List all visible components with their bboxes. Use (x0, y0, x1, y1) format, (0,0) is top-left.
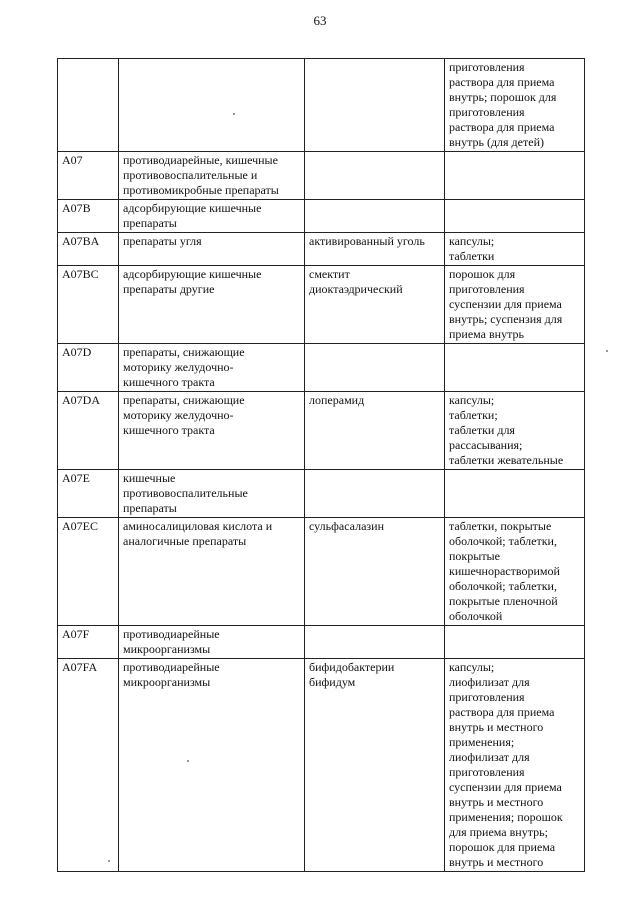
scan-speck (108, 860, 110, 862)
atc-code-cell: A07F (58, 626, 119, 659)
drug-name-cell: бифидобактерии бифидум (305, 659, 445, 872)
group-name-cell: противодиарейные, кишечные противовоспалительные и противомикробные препараты (119, 152, 305, 200)
atc-code-cell: A07B (58, 200, 119, 233)
table-row (58, 59, 585, 152)
group-name-cell: противодиарейные микроорганизмы (119, 626, 305, 659)
dosage-forms-cell (445, 200, 585, 233)
group-name-cell: препараты, снижающие моторику желудочно- кишечного тракта (119, 392, 305, 470)
drug-name-cell (305, 152, 445, 200)
group-name-cell: препараты, снижающие моторику желудочно- кишечного тракта (119, 344, 305, 392)
group-name-cell: адсорбирующие кишечные препараты (119, 200, 305, 233)
atc-code-cell: A07EC (58, 518, 119, 626)
atc-code-cell: A07FA (58, 659, 119, 872)
atc-code-cell: A07DA (58, 392, 119, 470)
group-name-cell (119, 59, 305, 152)
group-name-cell: адсорбирующие кишечные препараты другие (119, 266, 305, 344)
table-row (58, 470, 585, 518)
atc-code-cell: A07 (58, 152, 119, 200)
dosage-forms-cell (445, 470, 585, 518)
dosage-forms-cell: таблетки, покрытые оболочкой; таблетки, покрытые кишечнорастворимой оболочкой; таблетки, покрытые пленочной оболочкой (445, 518, 585, 626)
table-row (58, 152, 585, 200)
scan-speck (606, 350, 608, 352)
table-row (58, 518, 585, 626)
drug-name-cell (305, 470, 445, 518)
drug-name-cell (305, 344, 445, 392)
atc-code-cell: A07E (58, 470, 119, 518)
drug-name-cell: лоперамид (305, 392, 445, 470)
dosage-forms-cell: капсулы; таблетки (445, 233, 585, 266)
group-name-cell: препараты угля (119, 233, 305, 266)
dosage-forms-cell (445, 626, 585, 659)
group-name-cell: аминосалициловая кислота и аналогичные препараты (119, 518, 305, 626)
page-number: 63 (313, 13, 327, 28)
dosage-forms-cell (445, 152, 585, 200)
dosage-forms-cell: капсулы; лиофилизат для приготовления раствора для приема внутрь и местного применения; лиофилизат для приготовления суспензии для приема внутрь и местного применения; порошок для приема внутрь; порошок для приема внутрь и местного (445, 659, 585, 872)
group-name-cell: противодиарейные микроорганизмы (119, 659, 305, 872)
table-row (58, 344, 585, 392)
drug-name-cell (305, 626, 445, 659)
dosage-forms-cell: порошок для приготовления суспензии для приема внутрь; суспензия для приема внутрь (445, 266, 585, 344)
table-row (58, 266, 585, 344)
drug-name-cell: активированный уголь (305, 233, 445, 266)
atc-code-cell: A07BA (58, 233, 119, 266)
table-row (58, 626, 585, 659)
drug-name-cell: сульфасалазин (305, 518, 445, 626)
scan-speck (187, 760, 189, 762)
drug-name-cell: смектит диоктаэдрический (305, 266, 445, 344)
drug-name-cell (305, 59, 445, 152)
atc-code-cell: A07BC (58, 266, 119, 344)
drug-classification-table (57, 58, 585, 872)
dosage-forms-cell: приготовления раствора для приема внутрь; порошок для приготовления раствора для приема внутрь (для детей) (445, 59, 585, 152)
scan-speck (233, 113, 235, 115)
table-row (58, 233, 585, 266)
table-row (58, 200, 585, 233)
table-row (58, 659, 585, 872)
atc-code-cell: A07D (58, 344, 119, 392)
group-name-cell: кишечные противовоспалительные препараты (119, 470, 305, 518)
atc-code-cell (58, 59, 119, 152)
dosage-forms-cell (445, 344, 585, 392)
dosage-forms-cell: капсулы; таблетки; таблетки для рассасывания; таблетки жевательные (445, 392, 585, 470)
table-row (58, 392, 585, 470)
drug-name-cell (305, 200, 445, 233)
